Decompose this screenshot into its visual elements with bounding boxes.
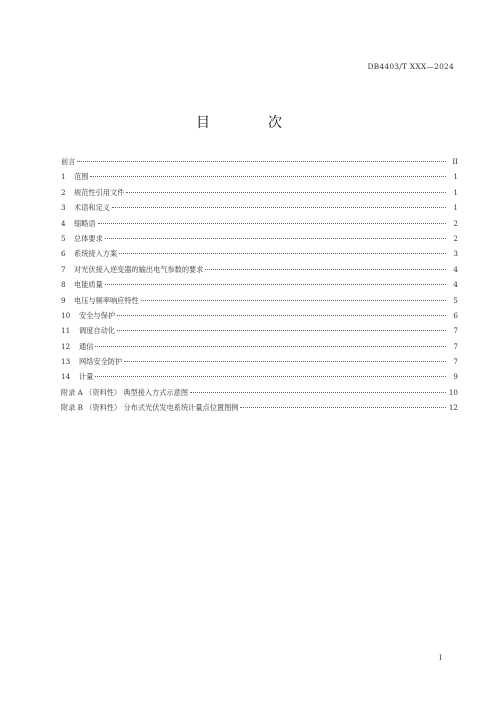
toc-leader bbox=[124, 361, 446, 362]
toc-entry-8[interactable] bbox=[61, 280, 458, 295]
toc-number: 4 bbox=[61, 218, 66, 228]
toc-label: 电压与频率响应特性 bbox=[74, 295, 139, 305]
toc-page: II bbox=[452, 157, 458, 166]
page-title: 目 次 bbox=[196, 115, 304, 131]
toc-leader bbox=[112, 207, 446, 208]
toc-label: 术语和定义 bbox=[74, 203, 110, 213]
toc-number: 9 bbox=[61, 295, 66, 305]
toc-page: 1 bbox=[453, 172, 458, 182]
toc-leader bbox=[105, 238, 446, 239]
toc-label: 规范性引用文件 bbox=[74, 187, 125, 197]
toc-page: 9 bbox=[453, 372, 458, 382]
toc-entry-11[interactable] bbox=[61, 326, 458, 341]
toc-entry-1[interactable] bbox=[61, 172, 458, 187]
toc-number: 6 bbox=[61, 249, 66, 259]
toc-leader bbox=[98, 223, 446, 224]
toc-entry-6[interactable] bbox=[61, 249, 458, 264]
toc-leader bbox=[119, 253, 446, 254]
toc-number: 10 bbox=[61, 310, 71, 320]
toc-label: 总体要求 bbox=[74, 233, 103, 243]
toc-leader bbox=[205, 269, 446, 270]
toc-label: 调度自动化 bbox=[79, 326, 115, 336]
toc-leader bbox=[141, 300, 446, 301]
table-of-contents bbox=[61, 157, 458, 419]
toc-number: 2 bbox=[61, 187, 66, 197]
toc-label: 前言 bbox=[61, 157, 76, 166]
toc-number: 7 bbox=[61, 264, 66, 274]
toc-label: 电能质量 bbox=[74, 280, 103, 290]
toc-leader bbox=[126, 192, 446, 193]
footer-page-number: I bbox=[439, 654, 442, 662]
toc-entry-foreword[interactable] bbox=[61, 157, 458, 172]
toc-page: 1 bbox=[453, 187, 458, 197]
toc-page: 3 bbox=[453, 249, 458, 259]
toc-entry-12[interactable] bbox=[61, 342, 458, 357]
toc-label: 安全与保护 bbox=[79, 310, 115, 320]
toc-label: 系统接入方案 bbox=[74, 249, 118, 259]
toc-label: 范围 bbox=[74, 172, 89, 182]
toc-entry-10[interactable] bbox=[61, 311, 458, 326]
toc-label: 对光伏接入逆变器的输出电气参数的要求 bbox=[74, 264, 204, 274]
toc-entry-14[interactable] bbox=[61, 372, 458, 387]
toc-number: 13 bbox=[61, 357, 71, 367]
toc-entry-4[interactable] bbox=[61, 219, 458, 234]
toc-leader bbox=[190, 392, 446, 393]
toc-number: 11 bbox=[61, 326, 71, 336]
toc-leader bbox=[77, 161, 446, 162]
toc-number: 1 bbox=[61, 172, 66, 182]
toc-label: 附录 B （资料性） 分布式光伏发电系统计量点位置图例 bbox=[61, 403, 239, 413]
toc-page: 7 bbox=[453, 357, 458, 367]
toc-number: 8 bbox=[61, 280, 66, 290]
toc-page: 5 bbox=[453, 295, 458, 305]
toc-page: 7 bbox=[453, 341, 458, 351]
toc-page: 4 bbox=[453, 264, 458, 274]
toc-label: 缩略语 bbox=[74, 218, 96, 228]
toc-leader bbox=[95, 376, 446, 377]
toc-page: 1 bbox=[453, 203, 458, 213]
toc-number: 3 bbox=[61, 203, 66, 213]
toc-entry-2[interactable] bbox=[61, 188, 458, 203]
toc-leader bbox=[95, 346, 446, 347]
toc-label: 计量 bbox=[79, 372, 94, 382]
toc-entry-3[interactable] bbox=[61, 203, 458, 218]
toc-leader bbox=[117, 330, 446, 331]
toc-entry-13[interactable] bbox=[61, 357, 458, 372]
toc-entry-appendix-b[interactable] bbox=[61, 403, 458, 418]
toc-label: 附录 A （资料性） 典型接入方式示意图 bbox=[61, 387, 189, 397]
toc-leader bbox=[117, 315, 446, 316]
toc-entry-9[interactable] bbox=[61, 296, 458, 311]
toc-page: 10 bbox=[448, 387, 458, 397]
toc-number: 5 bbox=[61, 233, 66, 243]
standard-code: DB4403/T XXX—2024 bbox=[367, 62, 454, 71]
toc-page: 12 bbox=[448, 403, 458, 413]
toc-leader bbox=[240, 407, 446, 408]
toc-entry-appendix-a[interactable] bbox=[61, 388, 458, 403]
toc-page: 2 bbox=[453, 218, 458, 228]
toc-page: 6 bbox=[453, 310, 458, 320]
toc-page: 2 bbox=[453, 233, 458, 243]
toc-entry-7[interactable] bbox=[61, 265, 458, 280]
toc-label: 网络安全防护 bbox=[79, 357, 123, 367]
toc-number: 14 bbox=[61, 372, 71, 382]
toc-page: 4 bbox=[453, 280, 458, 290]
toc-label: 通信 bbox=[79, 341, 94, 351]
toc-entry-5[interactable] bbox=[61, 234, 458, 249]
toc-page: 7 bbox=[453, 326, 458, 336]
toc-leader bbox=[105, 284, 446, 285]
toc-leader bbox=[90, 176, 446, 177]
toc-number: 12 bbox=[61, 341, 71, 351]
